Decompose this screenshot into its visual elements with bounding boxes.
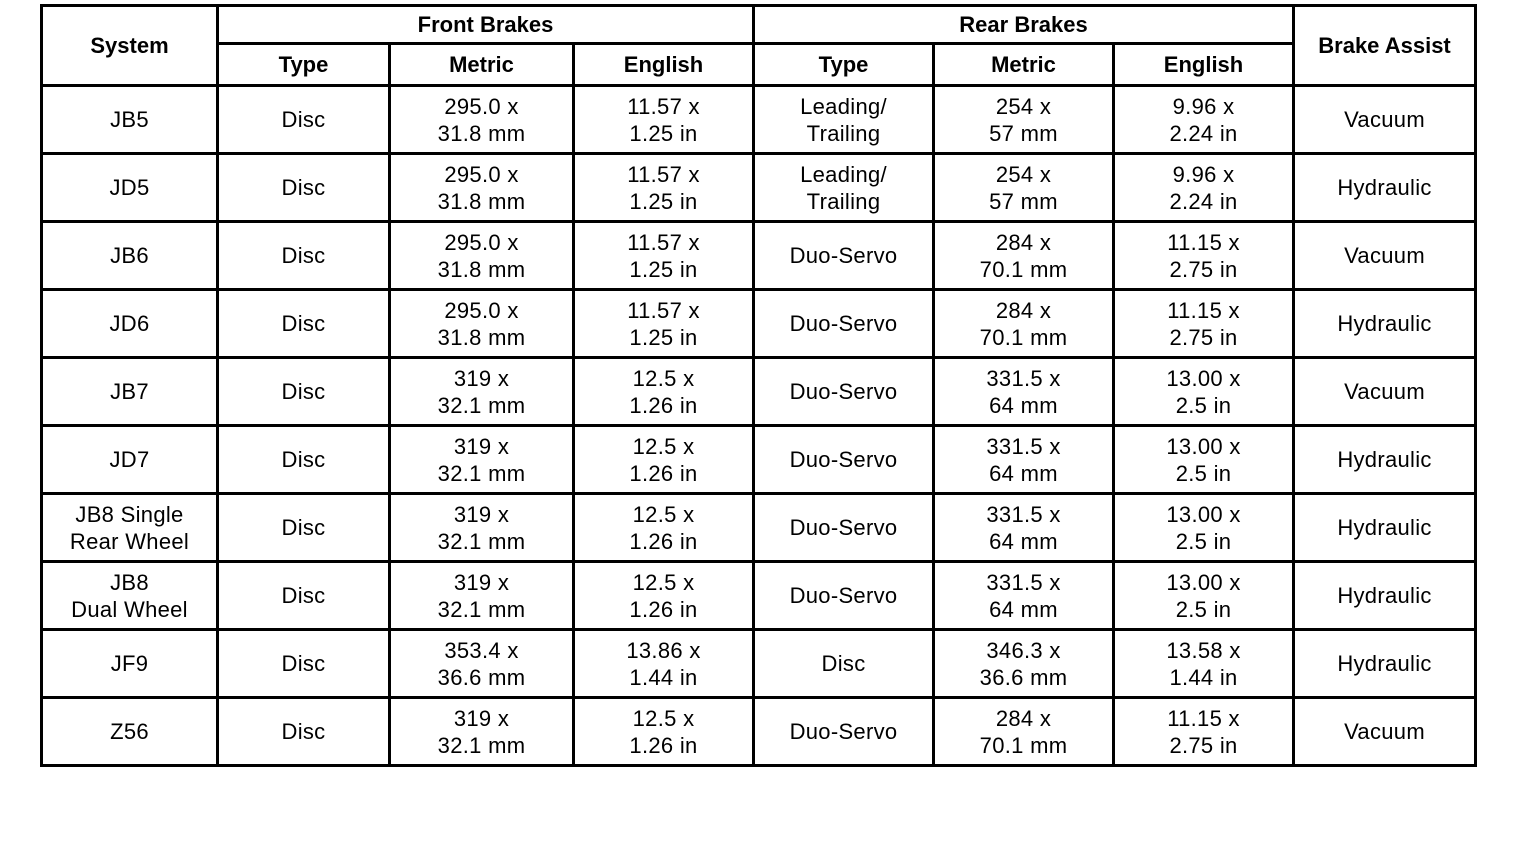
cell-rear-english bbox=[1114, 630, 1294, 698]
header-front-type: Type bbox=[218, 44, 390, 86]
cell-front-type-line: Disc bbox=[281, 175, 326, 200]
cell-rear-english-line: 2.5 in bbox=[1175, 460, 1232, 486]
cell-front-english-line: 1.26 in bbox=[629, 528, 698, 554]
cell-front-english bbox=[574, 86, 754, 154]
cell-front-english-line: 1.25 in bbox=[629, 120, 698, 146]
cell-system bbox=[42, 154, 218, 222]
cell-rear-metric-line: 254 x bbox=[995, 93, 1052, 119]
cell-system-line: Rear Wheel bbox=[69, 528, 190, 554]
header-front-metric: Metric bbox=[390, 44, 574, 86]
cell-rear-metric bbox=[934, 630, 1114, 698]
table-row bbox=[42, 154, 1476, 222]
cell-rear-metric-line: 64 mm bbox=[989, 460, 1058, 486]
cell-rear-english-line: 11.15 x bbox=[1167, 705, 1240, 731]
cell-front-type bbox=[218, 86, 390, 154]
cell-brake-assist-line: Vacuum bbox=[1344, 719, 1425, 744]
cell-rear-english-line: 2.5 in bbox=[1175, 596, 1232, 622]
cell-rear-metric bbox=[934, 698, 1114, 766]
cell-rear-english-line: 2.5 in bbox=[1175, 392, 1232, 418]
cell-rear-metric-line: 284 x bbox=[995, 297, 1052, 323]
cell-front-type-line: Disc bbox=[281, 651, 326, 676]
cell-brake-assist-line: Hydraulic bbox=[1337, 515, 1432, 540]
cell-rear-english bbox=[1114, 154, 1294, 222]
cell-front-english-line: 12.5 x bbox=[632, 501, 695, 527]
cell-front-type bbox=[218, 154, 390, 222]
cell-rear-metric-line: 70.1 mm bbox=[979, 324, 1068, 350]
cell-rear-type bbox=[754, 698, 934, 766]
cell-front-english bbox=[574, 562, 754, 630]
cell-front-english-line: 11.57 x bbox=[627, 297, 700, 323]
cell-front-english bbox=[574, 426, 754, 494]
cell-system bbox=[42, 562, 218, 630]
cell-rear-metric-line: 346.3 x bbox=[986, 637, 1061, 663]
cell-rear-english bbox=[1114, 562, 1294, 630]
cell-front-metric-line: 31.8 mm bbox=[437, 120, 526, 146]
cell-rear-type-line: Duo-Servo bbox=[789, 583, 898, 608]
cell-rear-type bbox=[754, 358, 934, 426]
cell-rear-type-line: Leading/ bbox=[800, 93, 887, 119]
cell-front-metric bbox=[390, 86, 574, 154]
cell-rear-english-line: 2.24 in bbox=[1169, 120, 1238, 146]
cell-front-english bbox=[574, 222, 754, 290]
cell-brake-assist bbox=[1294, 358, 1476, 426]
cell-front-metric-line: 319 x bbox=[453, 705, 510, 731]
cell-system bbox=[42, 290, 218, 358]
cell-front-english-line: 1.25 in bbox=[629, 256, 698, 282]
cell-system bbox=[42, 494, 218, 562]
cell-front-english-line: 1.25 in bbox=[629, 324, 698, 350]
cell-front-type bbox=[218, 494, 390, 562]
cell-rear-english-line: 9.96 x bbox=[1172, 93, 1235, 119]
cell-front-metric-line: 319 x bbox=[453, 569, 510, 595]
cell-rear-metric-line: 331.5 x bbox=[986, 569, 1061, 595]
cell-front-metric bbox=[390, 154, 574, 222]
cell-front-metric bbox=[390, 698, 574, 766]
cell-system-line: Z56 bbox=[110, 719, 149, 744]
cell-rear-type-line: Duo-Servo bbox=[789, 379, 898, 404]
cell-front-type bbox=[218, 426, 390, 494]
cell-rear-type bbox=[754, 86, 934, 154]
cell-brake-assist bbox=[1294, 154, 1476, 222]
cell-rear-metric bbox=[934, 426, 1114, 494]
cell-front-type-line: Disc bbox=[281, 243, 326, 268]
cell-rear-type bbox=[754, 562, 934, 630]
cell-front-english bbox=[574, 630, 754, 698]
cell-front-english-line: 1.26 in bbox=[629, 732, 698, 758]
cell-rear-type-line: Duo-Servo bbox=[789, 719, 898, 744]
cell-front-metric-line: 32.1 mm bbox=[437, 460, 526, 486]
cell-system bbox=[42, 358, 218, 426]
table-row bbox=[42, 426, 1476, 494]
cell-brake-assist-line: Hydraulic bbox=[1337, 447, 1432, 472]
cell-rear-english-line: 2.75 in bbox=[1169, 256, 1238, 282]
cell-front-metric-line: 353.4 x bbox=[444, 637, 519, 663]
table-body bbox=[42, 86, 1476, 766]
cell-front-english-line: 1.44 in bbox=[629, 664, 698, 690]
cell-system-line: JD6 bbox=[109, 311, 150, 336]
cell-front-english-line: 1.26 in bbox=[629, 460, 698, 486]
cell-front-type-line: Disc bbox=[281, 107, 326, 132]
cell-rear-english-line: 1.44 in bbox=[1169, 664, 1238, 690]
cell-system-line: JB8 Single bbox=[75, 501, 184, 527]
cell-system-line: JD7 bbox=[109, 447, 150, 472]
cell-rear-metric-line: 331.5 x bbox=[986, 433, 1061, 459]
cell-front-metric bbox=[390, 290, 574, 358]
cell-brake-assist bbox=[1294, 562, 1476, 630]
cell-brake-assist bbox=[1294, 86, 1476, 154]
cell-rear-english bbox=[1114, 290, 1294, 358]
cell-rear-metric-line: 57 mm bbox=[989, 120, 1058, 146]
cell-front-metric bbox=[390, 222, 574, 290]
brake-specifications-table bbox=[40, 4, 1477, 767]
cell-brake-assist-line: Hydraulic bbox=[1337, 583, 1432, 608]
cell-front-english-line: 13.86 x bbox=[626, 637, 701, 663]
cell-rear-metric-line: 36.6 mm bbox=[979, 664, 1068, 690]
cell-rear-metric-line: 254 x bbox=[995, 161, 1052, 187]
cell-rear-type bbox=[754, 222, 934, 290]
cell-front-type-line: Disc bbox=[281, 447, 326, 472]
cell-front-metric-line: 319 x bbox=[453, 433, 510, 459]
table-row bbox=[42, 222, 1476, 290]
cell-rear-metric bbox=[934, 154, 1114, 222]
cell-front-metric bbox=[390, 426, 574, 494]
cell-rear-metric-line: 331.5 x bbox=[986, 365, 1061, 391]
cell-rear-english-line: 2.75 in bbox=[1169, 324, 1238, 350]
cell-rear-english bbox=[1114, 86, 1294, 154]
cell-front-metric-line: 31.8 mm bbox=[437, 256, 526, 282]
cell-system-line: JB6 bbox=[110, 243, 149, 268]
cell-rear-english-line: 2.24 in bbox=[1169, 188, 1238, 214]
cell-front-metric-line: 295.0 x bbox=[444, 93, 519, 119]
cell-front-type bbox=[218, 630, 390, 698]
cell-front-english-line: 12.5 x bbox=[632, 433, 695, 459]
cell-front-metric-line: 319 x bbox=[453, 365, 510, 391]
table-row bbox=[42, 630, 1476, 698]
cell-rear-metric-line: 70.1 mm bbox=[979, 732, 1068, 758]
cell-front-english-line: 12.5 x bbox=[632, 365, 695, 391]
cell-system-line: Dual Wheel bbox=[71, 596, 188, 622]
cell-front-metric-line: 31.8 mm bbox=[437, 324, 526, 350]
cell-rear-type-line: Duo-Servo bbox=[789, 243, 898, 268]
cell-rear-type-line: Disc bbox=[821, 651, 866, 676]
header-system: System bbox=[42, 6, 218, 86]
cell-front-metric bbox=[390, 494, 574, 562]
cell-front-english bbox=[574, 698, 754, 766]
header-rear-type: Type bbox=[754, 44, 934, 86]
cell-rear-english-line: 13.00 x bbox=[1166, 433, 1241, 459]
cell-front-type bbox=[218, 222, 390, 290]
cell-rear-metric bbox=[934, 290, 1114, 358]
cell-brake-assist bbox=[1294, 698, 1476, 766]
header-front-english: English bbox=[574, 44, 754, 86]
cell-front-english-line: 11.57 x bbox=[627, 161, 700, 187]
cell-rear-type bbox=[754, 494, 934, 562]
cell-front-metric-line: 295.0 x bbox=[444, 161, 519, 187]
cell-rear-english-line: 2.75 in bbox=[1169, 732, 1238, 758]
cell-rear-metric-line: 57 mm bbox=[989, 188, 1058, 214]
cell-rear-type-line: Duo-Servo bbox=[789, 447, 898, 472]
cell-rear-metric bbox=[934, 358, 1114, 426]
cell-front-type bbox=[218, 562, 390, 630]
cell-rear-type-line: Leading/ bbox=[800, 161, 887, 187]
cell-front-metric-line: 295.0 x bbox=[444, 229, 519, 255]
cell-rear-metric-line: 64 mm bbox=[989, 596, 1058, 622]
cell-front-type bbox=[218, 358, 390, 426]
cell-rear-metric-line: 331.5 x bbox=[986, 501, 1061, 527]
cell-rear-type bbox=[754, 154, 934, 222]
cell-rear-english-line: 11.15 x bbox=[1167, 229, 1240, 255]
cell-front-english-line: 1.26 in bbox=[629, 596, 698, 622]
table-row bbox=[42, 698, 1476, 766]
cell-front-metric-line: 32.1 mm bbox=[437, 392, 526, 418]
header-brake-assist: Brake Assist bbox=[1294, 6, 1476, 86]
cell-brake-assist-line: Vacuum bbox=[1344, 243, 1425, 268]
cell-front-type-line: Disc bbox=[281, 583, 326, 608]
cell-system-line: JF9 bbox=[110, 651, 149, 676]
cell-system bbox=[42, 426, 218, 494]
cell-brake-assist bbox=[1294, 426, 1476, 494]
table-row bbox=[42, 494, 1476, 562]
cell-rear-metric bbox=[934, 562, 1114, 630]
cell-system-line: JD5 bbox=[109, 175, 150, 200]
cell-rear-english-line: 11.15 x bbox=[1167, 297, 1240, 323]
header-rear-metric: Metric bbox=[934, 44, 1114, 86]
cell-front-metric bbox=[390, 630, 574, 698]
cell-brake-assist bbox=[1294, 630, 1476, 698]
cell-rear-type bbox=[754, 426, 934, 494]
cell-rear-metric bbox=[934, 86, 1114, 154]
cell-front-type-line: Disc bbox=[281, 379, 326, 404]
cell-front-english-line: 12.5 x bbox=[632, 705, 695, 731]
cell-rear-metric-line: 64 mm bbox=[989, 392, 1058, 418]
cell-rear-metric-line: 64 mm bbox=[989, 528, 1058, 554]
cell-front-metric-line: 32.1 mm bbox=[437, 732, 526, 758]
cell-front-english bbox=[574, 154, 754, 222]
header-front-brakes: Front Brakes bbox=[218, 6, 754, 44]
cell-rear-type-line: Trailing bbox=[806, 188, 881, 214]
cell-front-english bbox=[574, 494, 754, 562]
cell-front-english-line: 1.26 in bbox=[629, 392, 698, 418]
cell-brake-assist-line: Vacuum bbox=[1344, 379, 1425, 404]
cell-front-type-line: Disc bbox=[281, 515, 326, 540]
cell-rear-metric-line: 284 x bbox=[995, 705, 1052, 731]
cell-brake-assist bbox=[1294, 222, 1476, 290]
cell-rear-english bbox=[1114, 358, 1294, 426]
cell-front-metric-line: 31.8 mm bbox=[437, 188, 526, 214]
cell-rear-english bbox=[1114, 494, 1294, 562]
cell-rear-type bbox=[754, 290, 934, 358]
cell-rear-metric bbox=[934, 222, 1114, 290]
cell-rear-english bbox=[1114, 426, 1294, 494]
cell-rear-english-line: 13.00 x bbox=[1166, 501, 1241, 527]
cell-rear-english-line: 13.58 x bbox=[1166, 637, 1241, 663]
table-row bbox=[42, 562, 1476, 630]
cell-front-english bbox=[574, 358, 754, 426]
cell-front-type bbox=[218, 698, 390, 766]
cell-rear-metric bbox=[934, 494, 1114, 562]
cell-rear-type-line: Duo-Servo bbox=[789, 311, 898, 336]
cell-brake-assist bbox=[1294, 494, 1476, 562]
cell-front-english-line: 1.25 in bbox=[629, 188, 698, 214]
cell-rear-type bbox=[754, 630, 934, 698]
cell-brake-assist-line: Hydraulic bbox=[1337, 311, 1432, 336]
cell-system bbox=[42, 222, 218, 290]
cell-rear-english bbox=[1114, 222, 1294, 290]
table-row bbox=[42, 86, 1476, 154]
cell-brake-assist bbox=[1294, 290, 1476, 358]
cell-rear-metric-line: 284 x bbox=[995, 229, 1052, 255]
cell-rear-english bbox=[1114, 698, 1294, 766]
cell-front-metric-line: 295.0 x bbox=[444, 297, 519, 323]
cell-front-english-line: 11.57 x bbox=[627, 229, 700, 255]
cell-brake-assist-line: Hydraulic bbox=[1337, 175, 1432, 200]
cell-brake-assist-line: Vacuum bbox=[1344, 107, 1425, 132]
cell-brake-assist-line: Hydraulic bbox=[1337, 651, 1432, 676]
cell-system-line: JB5 bbox=[110, 107, 149, 132]
cell-front-metric-line: 36.6 mm bbox=[437, 664, 526, 690]
cell-front-type-line: Disc bbox=[281, 311, 326, 336]
header-rear-brakes: Rear Brakes bbox=[754, 6, 1294, 44]
cell-front-metric bbox=[390, 358, 574, 426]
cell-system bbox=[42, 86, 218, 154]
cell-rear-english-line: 2.5 in bbox=[1175, 528, 1232, 554]
cell-front-metric-line: 319 x bbox=[453, 501, 510, 527]
cell-rear-english-line: 9.96 x bbox=[1172, 161, 1235, 187]
cell-system bbox=[42, 630, 218, 698]
cell-rear-type-line: Duo-Servo bbox=[789, 515, 898, 540]
table-header bbox=[42, 6, 1476, 86]
cell-rear-metric-line: 70.1 mm bbox=[979, 256, 1068, 282]
cell-front-metric-line: 32.1 mm bbox=[437, 596, 526, 622]
cell-system bbox=[42, 698, 218, 766]
cell-front-type-line: Disc bbox=[281, 719, 326, 744]
table-row bbox=[42, 290, 1476, 358]
cell-system-line: JB8 bbox=[110, 569, 149, 595]
cell-front-metric bbox=[390, 562, 574, 630]
cell-front-english-line: 11.57 x bbox=[627, 93, 700, 119]
table-row bbox=[42, 358, 1476, 426]
cell-front-type bbox=[218, 290, 390, 358]
cell-rear-type-line: Trailing bbox=[806, 120, 881, 146]
header-rear-english: English bbox=[1114, 44, 1294, 86]
cell-system-line: JB7 bbox=[110, 379, 149, 404]
cell-rear-english-line: 13.00 x bbox=[1166, 365, 1241, 391]
cell-front-metric-line: 32.1 mm bbox=[437, 528, 526, 554]
cell-front-english bbox=[574, 290, 754, 358]
cell-front-english-line: 12.5 x bbox=[632, 569, 695, 595]
cell-rear-english-line: 13.00 x bbox=[1166, 569, 1241, 595]
